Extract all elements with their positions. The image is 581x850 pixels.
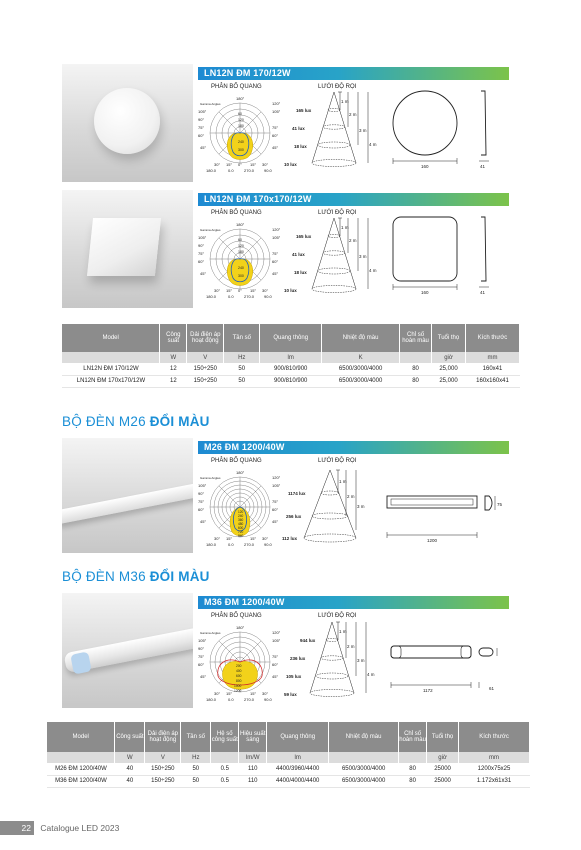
angle-left: 60° — [198, 259, 205, 264]
legend-value: 180.0 — [206, 294, 217, 299]
gamma-label: Gamma Angles — [200, 228, 221, 232]
angle-right: 120° — [272, 101, 281, 106]
angle-left: 60° — [198, 662, 205, 667]
cell: 6500/3000/4000 — [322, 375, 400, 387]
angle-bottom: 30° — [262, 162, 269, 167]
ring-label: 120 — [238, 510, 244, 514]
dim-width: 160 — [421, 290, 429, 295]
angle-left: 60° — [198, 133, 205, 138]
angle-bottom: 15° — [226, 288, 233, 293]
angle-bottom: 30° — [214, 288, 221, 293]
header-cell: Tần số — [181, 722, 211, 752]
ring-label: 180 — [238, 250, 244, 254]
gamma-label: Gamma Angles — [200, 476, 221, 480]
table-row — [47, 763, 530, 775]
product-photo-m26 — [62, 438, 193, 553]
distance-value: 1 m — [341, 225, 349, 230]
cell: 12 — [160, 375, 187, 387]
angle-right: 120° — [272, 630, 281, 635]
ring-label: 200 — [236, 664, 242, 668]
unit-cell — [62, 352, 160, 363]
angle-right: 75° — [272, 499, 279, 504]
angle-bottom: 15° — [250, 288, 257, 293]
angle-left: 45° — [200, 145, 207, 150]
section-title-m26: BỘ ĐÈN M26 ĐỔI MÀU — [62, 414, 210, 429]
cell: 160x41 — [465, 363, 519, 375]
illuminance-cone-1 — [282, 90, 382, 170]
header-cell: Kích thước — [459, 722, 530, 752]
cell: 25000 — [427, 775, 459, 787]
cell: 110 — [239, 775, 267, 787]
angle-bottom: 0° — [238, 162, 242, 167]
grid-label: LƯỚI ĐỘ RỌI — [318, 210, 357, 216]
polar-diagram-2 — [198, 217, 283, 299]
ring-label: 180 — [238, 124, 244, 128]
header-cell: Nhiệt độ màu — [329, 722, 399, 752]
lux-value: 18 lux — [294, 144, 307, 149]
dimension-drawing-m26 — [385, 488, 510, 548]
angle-left: 60° — [198, 507, 205, 512]
legend-value: 90.0 — [264, 542, 272, 547]
ring-label: 720 — [238, 530, 244, 534]
grid-label: LƯỚI ĐỘ RỌI — [318, 84, 357, 90]
header-cell: Quang thông — [260, 324, 322, 352]
header-cell: Công suất — [160, 324, 187, 352]
cell: 150÷250 — [187, 363, 224, 375]
header-cell: Dải điện áp hoạt động — [145, 722, 181, 752]
legend-value: 90.0 — [264, 697, 272, 702]
header-cell: Hệ số công suất — [211, 722, 239, 752]
angle-bottom: 15° — [250, 691, 257, 696]
legend-value: 270.0 — [244, 168, 255, 173]
dim-height: 75 — [497, 502, 503, 507]
lux-value: 236 lux — [290, 656, 306, 661]
ring-label: 240 — [238, 514, 244, 518]
unit-cell: lm/W — [239, 752, 267, 763]
header-cell: Tần số — [224, 324, 260, 352]
distance-value: 3 m — [357, 658, 365, 663]
angle-left: 90° — [198, 646, 205, 651]
angle-left: 45° — [200, 519, 207, 524]
cell: 0.5 — [211, 775, 239, 787]
angle-bottom: 30° — [214, 162, 221, 167]
distance-value: 4 m — [369, 268, 377, 273]
ring-label: 1000 — [234, 684, 242, 688]
angle-right: 75° — [272, 125, 279, 130]
lux-value: 10 lux — [284, 162, 297, 167]
angle-bottom: 30° — [262, 536, 269, 541]
distance-value: 1 m — [339, 629, 347, 634]
angle-right: 120° — [272, 227, 281, 232]
angle-bottom: 0° — [238, 288, 242, 293]
lux-value: 59 lux — [284, 692, 297, 697]
angle-left: 75° — [198, 654, 205, 659]
dim-width: 1172 — [423, 688, 433, 693]
ring-label: 120 — [238, 118, 244, 122]
product-title-bar: LN12N ĐM 170/12W — [198, 67, 509, 80]
angle-right: 105° — [272, 235, 281, 240]
angle-left: 75° — [198, 251, 205, 256]
unit-cell: giờ — [427, 752, 459, 763]
unit-cell — [400, 352, 432, 363]
cell: 12 — [160, 363, 187, 375]
angle-right: 105° — [272, 483, 281, 488]
legend-value: 180.0 — [206, 168, 217, 173]
cell: 80 — [399, 775, 427, 787]
unit-cell — [399, 752, 427, 763]
angle-right: 75° — [272, 251, 279, 256]
cell: 900/810/900 — [260, 363, 322, 375]
cell: 4400/3960/4400 — [267, 763, 329, 775]
lux-value: 1174 lux — [288, 491, 306, 496]
legend-value: 90.0 — [264, 168, 272, 173]
distance-value: 4 m — [367, 672, 375, 677]
dim-height: 61 — [489, 686, 495, 691]
cell: 150÷250 — [145, 763, 181, 775]
unit-cell: giờ — [432, 352, 466, 363]
grid-label: LƯỚI ĐỘ RỌI — [318, 613, 357, 619]
ring-label: 60 — [238, 238, 242, 242]
angle-left: 45° — [200, 271, 207, 276]
illuminance-cone-4 — [282, 620, 382, 700]
cell: 25000 — [427, 763, 459, 775]
cell: 4400/4000/4400 — [267, 775, 329, 787]
header-cell: Nhiệt độ màu — [322, 324, 400, 352]
distance-value: 1 m — [339, 479, 347, 484]
cell: 1200x75x25 — [459, 763, 530, 775]
cell: 160x160x41 — [465, 375, 519, 387]
gamma-label: Gamma Angles — [200, 102, 221, 106]
ring-label: 800 — [236, 679, 242, 683]
angle-right: 105° — [272, 109, 281, 114]
angle-top: 180° — [236, 625, 245, 630]
lux-value: 256 lux — [286, 514, 302, 519]
unit-cell: mm — [459, 752, 530, 763]
angle-right: 45° — [272, 519, 279, 524]
lux-value: 112 lux — [282, 536, 298, 541]
cell: 80 — [399, 763, 427, 775]
header-cell: Quang thông — [267, 722, 329, 752]
angle-left: 90° — [198, 117, 205, 122]
header-cell: Chỉ số hoàn màu — [399, 722, 427, 752]
ring-label: 240 — [238, 140, 244, 144]
unit-cell: Hz — [224, 352, 260, 363]
cell: 150÷250 — [145, 775, 181, 787]
legend-value: 180.0 — [206, 697, 217, 702]
angle-bottom: 15° — [250, 536, 257, 541]
table-row — [47, 775, 530, 787]
header-cell: Tuổi thọ — [427, 722, 459, 752]
angle-right: 120° — [272, 475, 281, 480]
legend-value: 90.0 — [264, 294, 272, 299]
cell: 900/810/900 — [260, 375, 322, 387]
unit-cell: W — [115, 752, 145, 763]
ring-label: 300 — [238, 274, 244, 278]
lux-value: 18 lux — [294, 270, 307, 275]
cell: 6500/3000/4000 — [322, 363, 400, 375]
spec-table-m26-m36 — [47, 722, 530, 788]
angle-left: 105° — [198, 483, 207, 488]
product-photo-round — [62, 64, 193, 182]
header-cell: Tuổi thọ — [432, 324, 466, 352]
header-cell: Hiệu suất sáng — [239, 722, 267, 752]
unit-cell: Hz — [181, 752, 211, 763]
angle-right: 45° — [272, 674, 279, 679]
ring-label: 300 — [238, 148, 244, 152]
angle-bottom: 30° — [262, 691, 269, 696]
angle-left: 45° — [200, 674, 207, 679]
unit-cell — [329, 752, 399, 763]
ring-label: 60 — [238, 112, 242, 116]
header-cell: Kích thước — [465, 324, 519, 352]
angle-bottom: 15° — [250, 162, 257, 167]
grid-label: LƯỚI ĐỘ RỌI — [318, 458, 357, 464]
unit-cell: lm — [267, 752, 329, 763]
distance-value: 2 m — [349, 238, 357, 243]
angle-right: 45° — [272, 271, 279, 276]
lux-value: 10 lux — [284, 288, 297, 293]
angle-left: 105° — [198, 235, 207, 240]
angle-bottom: 30° — [262, 288, 269, 293]
product-title-bar: LN12N ĐM 170x170/12W — [198, 193, 509, 206]
angle-bottom: 15° — [226, 162, 233, 167]
angle-left: 90° — [198, 243, 205, 248]
unit-cell: mm — [465, 352, 519, 363]
ring-label: 600 — [238, 526, 244, 530]
lux-value: 165 lux — [296, 234, 312, 239]
product-title-bar: M26 ĐM 1200/40W — [198, 441, 509, 454]
section-title-m36: BỘ ĐÈN M36 ĐỔI MÀU — [62, 569, 210, 584]
lux-value: 165 lux — [296, 108, 312, 113]
distance-value: 1 m — [341, 99, 349, 104]
angle-left: 90° — [198, 491, 205, 496]
header-cell: Model — [62, 324, 160, 352]
header-cell: Dải điện áp hoạt động — [187, 324, 224, 352]
distance-value: 2 m — [349, 112, 357, 117]
legend-value: 270.0 — [244, 542, 255, 547]
cell: 25,000 — [432, 375, 466, 387]
ring-label: 840 — [238, 534, 244, 538]
lux-value: 41 lux — [292, 126, 305, 131]
cell: 0.5 — [211, 763, 239, 775]
legend-value: 270.0 — [244, 294, 255, 299]
cell: 80 — [400, 363, 432, 375]
angle-right: 60° — [272, 662, 279, 667]
table-row — [62, 375, 520, 387]
angle-right: 105° — [272, 638, 281, 643]
ring-label: 1200 — [234, 689, 242, 693]
page-footer — [0, 821, 119, 837]
angle-right: 45° — [272, 145, 279, 150]
distance-value: 2 m — [347, 644, 355, 649]
angle-right: 75° — [272, 654, 279, 659]
cell: 40 — [115, 775, 145, 787]
cell-model: M26 ĐM 1200/40W — [47, 763, 115, 775]
angle-right: 60° — [272, 259, 279, 264]
dim-height: 41 — [480, 164, 486, 169]
spec-table-ln12n — [62, 324, 520, 388]
legend-value: 180.0 — [206, 542, 217, 547]
ring-label: 120 — [238, 244, 244, 248]
lux-value: 944 lux — [300, 638, 316, 643]
unit-cell: W — [160, 352, 187, 363]
table-row — [62, 363, 520, 375]
cell: 25,000 — [432, 363, 466, 375]
unit-cell: lm — [260, 352, 322, 363]
polar-diagram-3 — [198, 465, 283, 547]
unit-cell: V — [145, 752, 181, 763]
angle-bottom: 15° — [226, 691, 233, 696]
angle-bottom: 30° — [214, 691, 221, 696]
angle-top: 180° — [236, 470, 245, 475]
legend-value: 0.0 — [228, 697, 234, 702]
angle-top: 180° — [236, 96, 245, 101]
angle-top: 180° — [236, 222, 245, 227]
legend-value: 270.0 — [244, 697, 255, 702]
distance-value: 4 m — [369, 142, 377, 147]
unit-cell: V — [187, 352, 224, 363]
unit-cell — [47, 752, 115, 763]
cell: 1.172x61x31 — [459, 775, 530, 787]
cell: 50 — [224, 375, 260, 387]
angle-bottom: 30° — [214, 536, 221, 541]
cell: 6500/3000/4000 — [329, 775, 399, 787]
product-title-bar: M36 ĐM 1200/40W — [198, 596, 509, 609]
ring-label: 360 — [238, 518, 244, 522]
cell: 6500/3000/4000 — [329, 763, 399, 775]
dim-height: 41 — [480, 290, 486, 295]
cell-model: M36 ĐM 1200/40W — [47, 775, 115, 787]
cell: 50 — [224, 363, 260, 375]
legend-value: 0.0 — [228, 168, 234, 173]
distance-value: 3 m — [359, 254, 367, 259]
distribution-label: PHÂN BỐ QUANG — [211, 458, 262, 464]
distribution-label: PHÂN BỐ QUANG — [211, 210, 262, 216]
polar-diagram-4 — [198, 620, 283, 702]
dim-width: 160 — [421, 164, 429, 169]
header-cell: Chỉ số hoàn màu — [400, 324, 432, 352]
ring-label: 400 — [236, 669, 242, 673]
illuminance-cone-2 — [282, 216, 382, 296]
ring-label: 600 — [236, 674, 242, 678]
dimension-drawing-m36 — [385, 638, 510, 698]
lux-value: 41 lux — [292, 252, 305, 257]
cell-model: LN12N ĐM 170/12W — [62, 363, 160, 375]
dim-width: 1200 — [427, 538, 438, 543]
header-cell: Model — [47, 722, 115, 752]
gamma-label: Gamma Angles — [200, 631, 221, 635]
footer-text: Catalogue LED 2023 — [40, 823, 120, 833]
cell: 110 — [239, 763, 267, 775]
cell: 80 — [400, 375, 432, 387]
header-cell: Công suất — [115, 722, 145, 752]
distance-value: 3 m — [359, 128, 367, 133]
angle-right: 60° — [272, 507, 279, 512]
legend-value: 0.0 — [228, 542, 234, 547]
distance-value: 3 m — [357, 504, 365, 509]
cell: 50 — [181, 763, 211, 775]
ring-label: 240 — [238, 266, 244, 270]
angle-left: 105° — [198, 109, 207, 114]
cell: 40 — [115, 763, 145, 775]
dimension-drawing-round — [385, 88, 495, 170]
angle-left: 105° — [198, 638, 207, 643]
cell-model: LN12N ĐM 170x170/12W — [62, 375, 160, 387]
angle-right: 60° — [272, 133, 279, 138]
cell: 50 — [181, 775, 211, 787]
illuminance-cone-3 — [282, 468, 382, 543]
cell: 150÷250 — [187, 375, 224, 387]
distance-value: 2 m — [347, 494, 355, 499]
ring-label: 480 — [238, 522, 244, 526]
polar-diagram-1 — [198, 91, 283, 173]
dimension-drawing-square — [385, 214, 495, 296]
product-photo-m36 — [62, 593, 193, 708]
lux-value: 105 lux — [286, 674, 302, 679]
legend-value: 0.0 — [228, 294, 234, 299]
page-number: 22 — [0, 821, 34, 835]
unit-cell — [211, 752, 239, 763]
unit-cell: K — [322, 352, 400, 363]
distribution-label: PHÂN BỐ QUANG — [211, 84, 262, 90]
distribution-label: PHÂN BỐ QUANG — [211, 613, 262, 619]
angle-bottom: 15° — [226, 536, 233, 541]
product-photo-square — [62, 190, 193, 308]
angle-left: 75° — [198, 125, 205, 130]
angle-left: 75° — [198, 499, 205, 504]
